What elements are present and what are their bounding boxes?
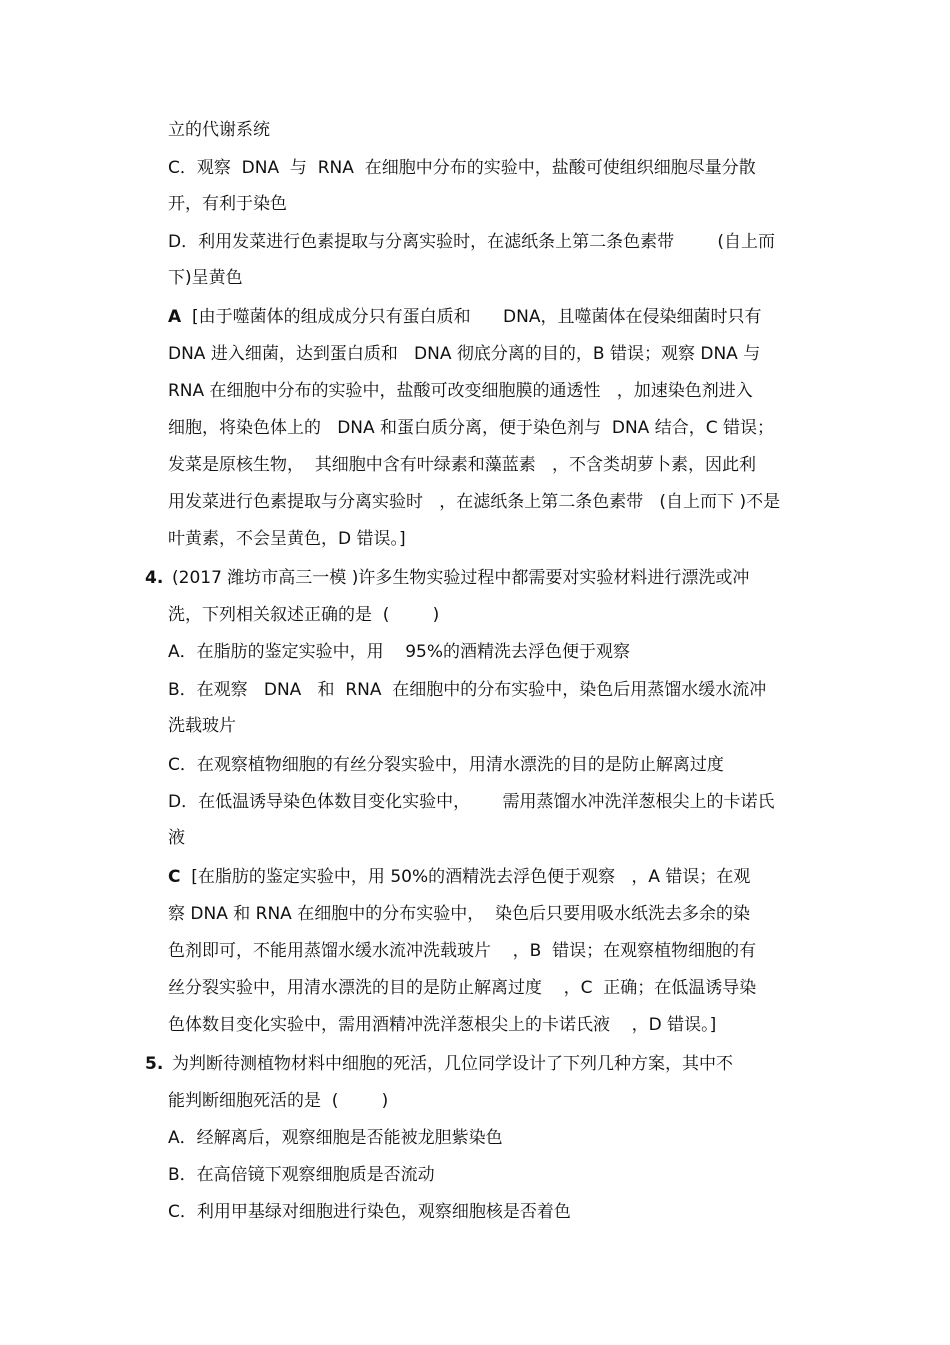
q5-option-a: A．经解离后，观察细胞是否能被龙胆紫染色 — [168, 1128, 503, 1148]
q4-answer-line-4: 丝分裂实验中，用清水漂洗的目的是防止解离过度 ，C 正确；在低温诱导染 — [168, 978, 757, 998]
q3-answer-line-7: 叶黄素，不会呈黄色，D 错误。] — [168, 529, 406, 549]
q5-number: 5. — [145, 1054, 164, 1074]
q3-answer-text: [由于噬菌体的组成成分只有蛋白质和 DNA，且噬菌体在侵染细菌时只有 — [181, 307, 762, 327]
q3-answer-line-1 — [168, 306, 761, 328]
q5-stem-line-1: 为判断待测植物材料中细胞的死活，几位同学设计了下列几种方案，其中不 — [172, 1054, 733, 1074]
q3-option-d-line-1: D．利用发菜进行色素提取与分离实验时，在滤纸条上第二条色素带 (自上而 — [168, 232, 775, 252]
q3-answer-line-6: 用发菜进行色素提取与分离实验时 ，在滤纸条上第二条色素带 (自上而下 )不是 — [168, 492, 781, 512]
q4-option-c: C．在观察植物细胞的有丝分裂实验中，用清水漂洗的目的是防止解离过度 — [168, 755, 724, 775]
q4-stem-line-2: 洗，下列相关叙述正确的是 ( ) — [168, 605, 440, 625]
q4-answer-line-2: 察 DNA 和 RNA 在细胞中的分布实验中， 染色后只要用吸水纸洗去多余的染 — [168, 904, 751, 924]
q4-answer-text: [在脂肪的鉴定实验中，用 50%的酒精洗去浮色便于观察 ，A 错误；在观 — [180, 867, 751, 887]
q4-answer-line-1 — [168, 866, 750, 888]
q3-option-c-line-1: C．观察 DNA 与 RNA 在细胞中分布的实验中，盐酸可使组织细胞尽量分散 — [168, 158, 756, 178]
q3-option-d-line-2: 下)呈黄色 — [168, 268, 243, 288]
q4-option-b-line-2: 洗载玻片 — [168, 716, 236, 736]
q4-option-a: A．在脂肪的鉴定实验中，用 95%的酒精洗去浮色便于观察 — [168, 642, 631, 662]
q3-option-c-line-2: 开，有利于染色 — [168, 194, 287, 214]
q4-option-d-line-1: D．在低温诱导染色体数目变化实验中， 需用蒸馏水冲洗洋葱根尖上的卡诺氏 — [168, 792, 775, 812]
q4-answer-line-3: 色剂即可，不能用蒸馏水缓水流冲洗载玻片 ，B 错误；在观察植物细胞的有 — [168, 941, 757, 961]
q3-answer-line-4: 细胞，将染色体上的 DNA 和蛋白质分离，便于染色剂与 DNA 结合，C 错误； — [168, 418, 774, 438]
q4-option-d-line-2: 液 — [168, 828, 185, 848]
q3-answer-line-2: DNA 进入细菌，达到蛋白质和 DNA 彻底分离的目的，B 错误；观察 DNA 与 — [168, 344, 761, 364]
q5-stem-line-2: 能判断细胞死活的是 ( ) — [168, 1091, 389, 1111]
q4-answer-line-5: 色体数目变化实验中，需用酒精冲洗洋葱根尖上的卡诺氏液 ，D 错误。] — [168, 1015, 717, 1035]
q4-option-b-line-1: B．在观察 DNA 和 RNA 在细胞中的分布实验中，染色后用蒸馏水缓水流冲 — [168, 680, 767, 700]
q4-answer-letter: C — [168, 867, 181, 887]
q5-option-c: C．利用甲基绿对细胞进行染色，观察细胞核是否着色 — [168, 1202, 571, 1222]
q5-option-b: B．在高倍镜下观察细胞质是否流动 — [168, 1165, 435, 1185]
q3-answer-line-5: 发菜是原核生物， 其细胞中含有叶绿素和藻蓝素 ，不含类胡萝卜素，因此利 — [168, 455, 757, 475]
q3-option-b-continuation: 立的代谢系统 — [168, 120, 270, 140]
q3-answer-letter: A — [168, 307, 182, 327]
q4-stem-line-1: (2017 潍坊市高三一模 )许多生物实验过程中都需要对实验材料进行漂洗或冲 — [172, 568, 750, 588]
q3-answer-line-3: RNA 在细胞中分布的实验中，盐酸可改变细胞膜的通透性 ，加速染色剂进入 — [168, 381, 753, 401]
q4-number: 4. — [145, 568, 164, 588]
